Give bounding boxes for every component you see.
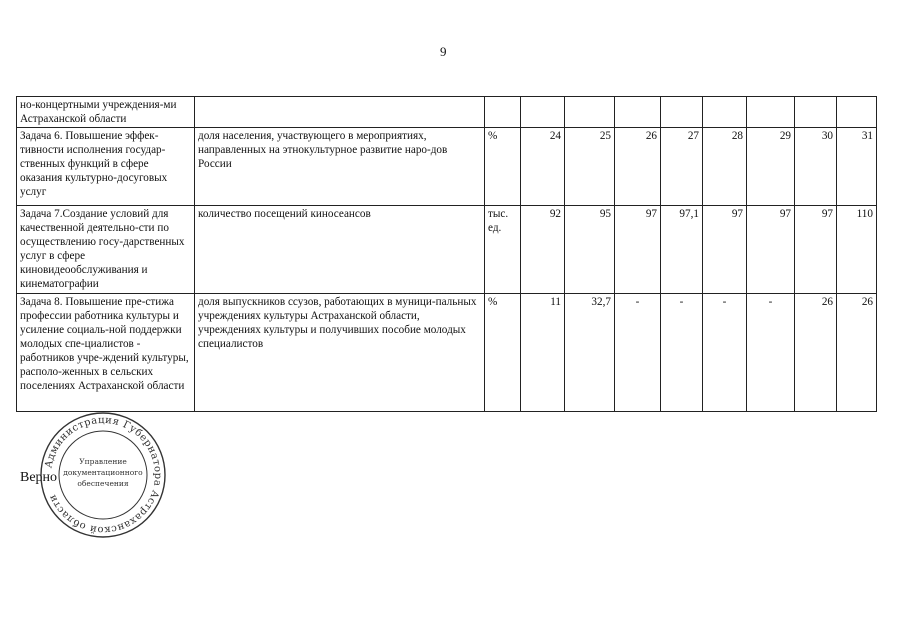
value-cell: 97	[747, 206, 795, 294]
value-cell: 24	[521, 128, 565, 206]
table-row	[17, 128, 877, 206]
value-cell: -	[615, 294, 661, 412]
seal-inner-line: документационного	[63, 468, 143, 477]
value-cell: -	[703, 294, 747, 412]
value-cell	[521, 97, 565, 128]
unit-cell	[485, 97, 521, 128]
value-cell: 92	[521, 206, 565, 294]
value-cell	[795, 97, 837, 128]
task-cell: Задача 7.Создание условий для качественной деятельно-сти по осуществлению госу-дарственных услуг в сфере киновидеообслуживания и кинематографии	[17, 206, 195, 294]
seal-inner-line: обеспечения	[77, 479, 129, 488]
official-seal	[38, 410, 168, 540]
task-cell: Задача 6. Повышение эффек-тивности исполнения государ-ственных функций в сфере оказания культурно-досуговых услуг	[17, 128, 195, 206]
value-cell	[615, 97, 661, 128]
seal-outer-text: Администрация Губернатора Астраханской области	[43, 414, 164, 536]
indicator-cell: количество посещений киносеансов	[195, 206, 485, 294]
value-cell: 26	[795, 294, 837, 412]
indicator-cell: доля выпускников ссузов, работающих в муници-пальных учреждениях культуры Астраханской области, учреждениях культуры и получивших пособие молодых специалистов	[195, 294, 485, 412]
verno-label: Верно	[20, 470, 58, 485]
value-cell: 97	[615, 206, 661, 294]
value-cell	[661, 97, 703, 128]
value-cell: 30	[795, 128, 837, 206]
indicators-table	[16, 96, 877, 412]
value-cell: 95	[565, 206, 615, 294]
value-cell	[747, 97, 795, 128]
value-cell: 97,1	[661, 206, 703, 294]
table-row	[17, 97, 877, 128]
table-row	[17, 294, 877, 412]
value-cell: 32,7	[565, 294, 615, 412]
seal-stamp-icon	[38, 410, 168, 540]
value-cell: -	[747, 294, 795, 412]
value-cell: -	[661, 294, 703, 412]
value-cell: 110	[837, 206, 877, 294]
page-number: 9	[440, 44, 447, 59]
unit-cell: %	[485, 294, 521, 412]
unit-cell: %	[485, 128, 521, 206]
value-cell: 28	[703, 128, 747, 206]
value-cell: 26	[837, 294, 877, 412]
value-cell	[837, 97, 877, 128]
value-cell: 27	[661, 128, 703, 206]
value-cell	[703, 97, 747, 128]
value-cell: 31	[837, 128, 877, 206]
table-row	[17, 206, 877, 294]
unit-cell: тыс. ед.	[485, 206, 521, 294]
value-cell	[565, 97, 615, 128]
value-cell: 97	[795, 206, 837, 294]
task-cell: Задача 8. Повышение пре-стижа профессии работника культуры и усиление социаль-ной поддержки молодых спе-циалистов - работников учре-ждений культуры, располо-женных в сельских поселениях Астраханской области	[17, 294, 195, 412]
value-cell: 11	[521, 294, 565, 412]
task-cell: но-концертными учреждения-ми Астраханской области	[17, 97, 195, 128]
value-cell: 97	[703, 206, 747, 294]
value-cell: 25	[565, 128, 615, 206]
indicator-cell: доля населения, участвующего в мероприятиях, направленных на этнокультурное развитие наро-дов России	[195, 128, 485, 206]
value-cell: 29	[747, 128, 795, 206]
seal-inner-line: Управление	[79, 457, 127, 466]
value-cell: 26	[615, 128, 661, 206]
indicator-cell	[195, 97, 485, 128]
